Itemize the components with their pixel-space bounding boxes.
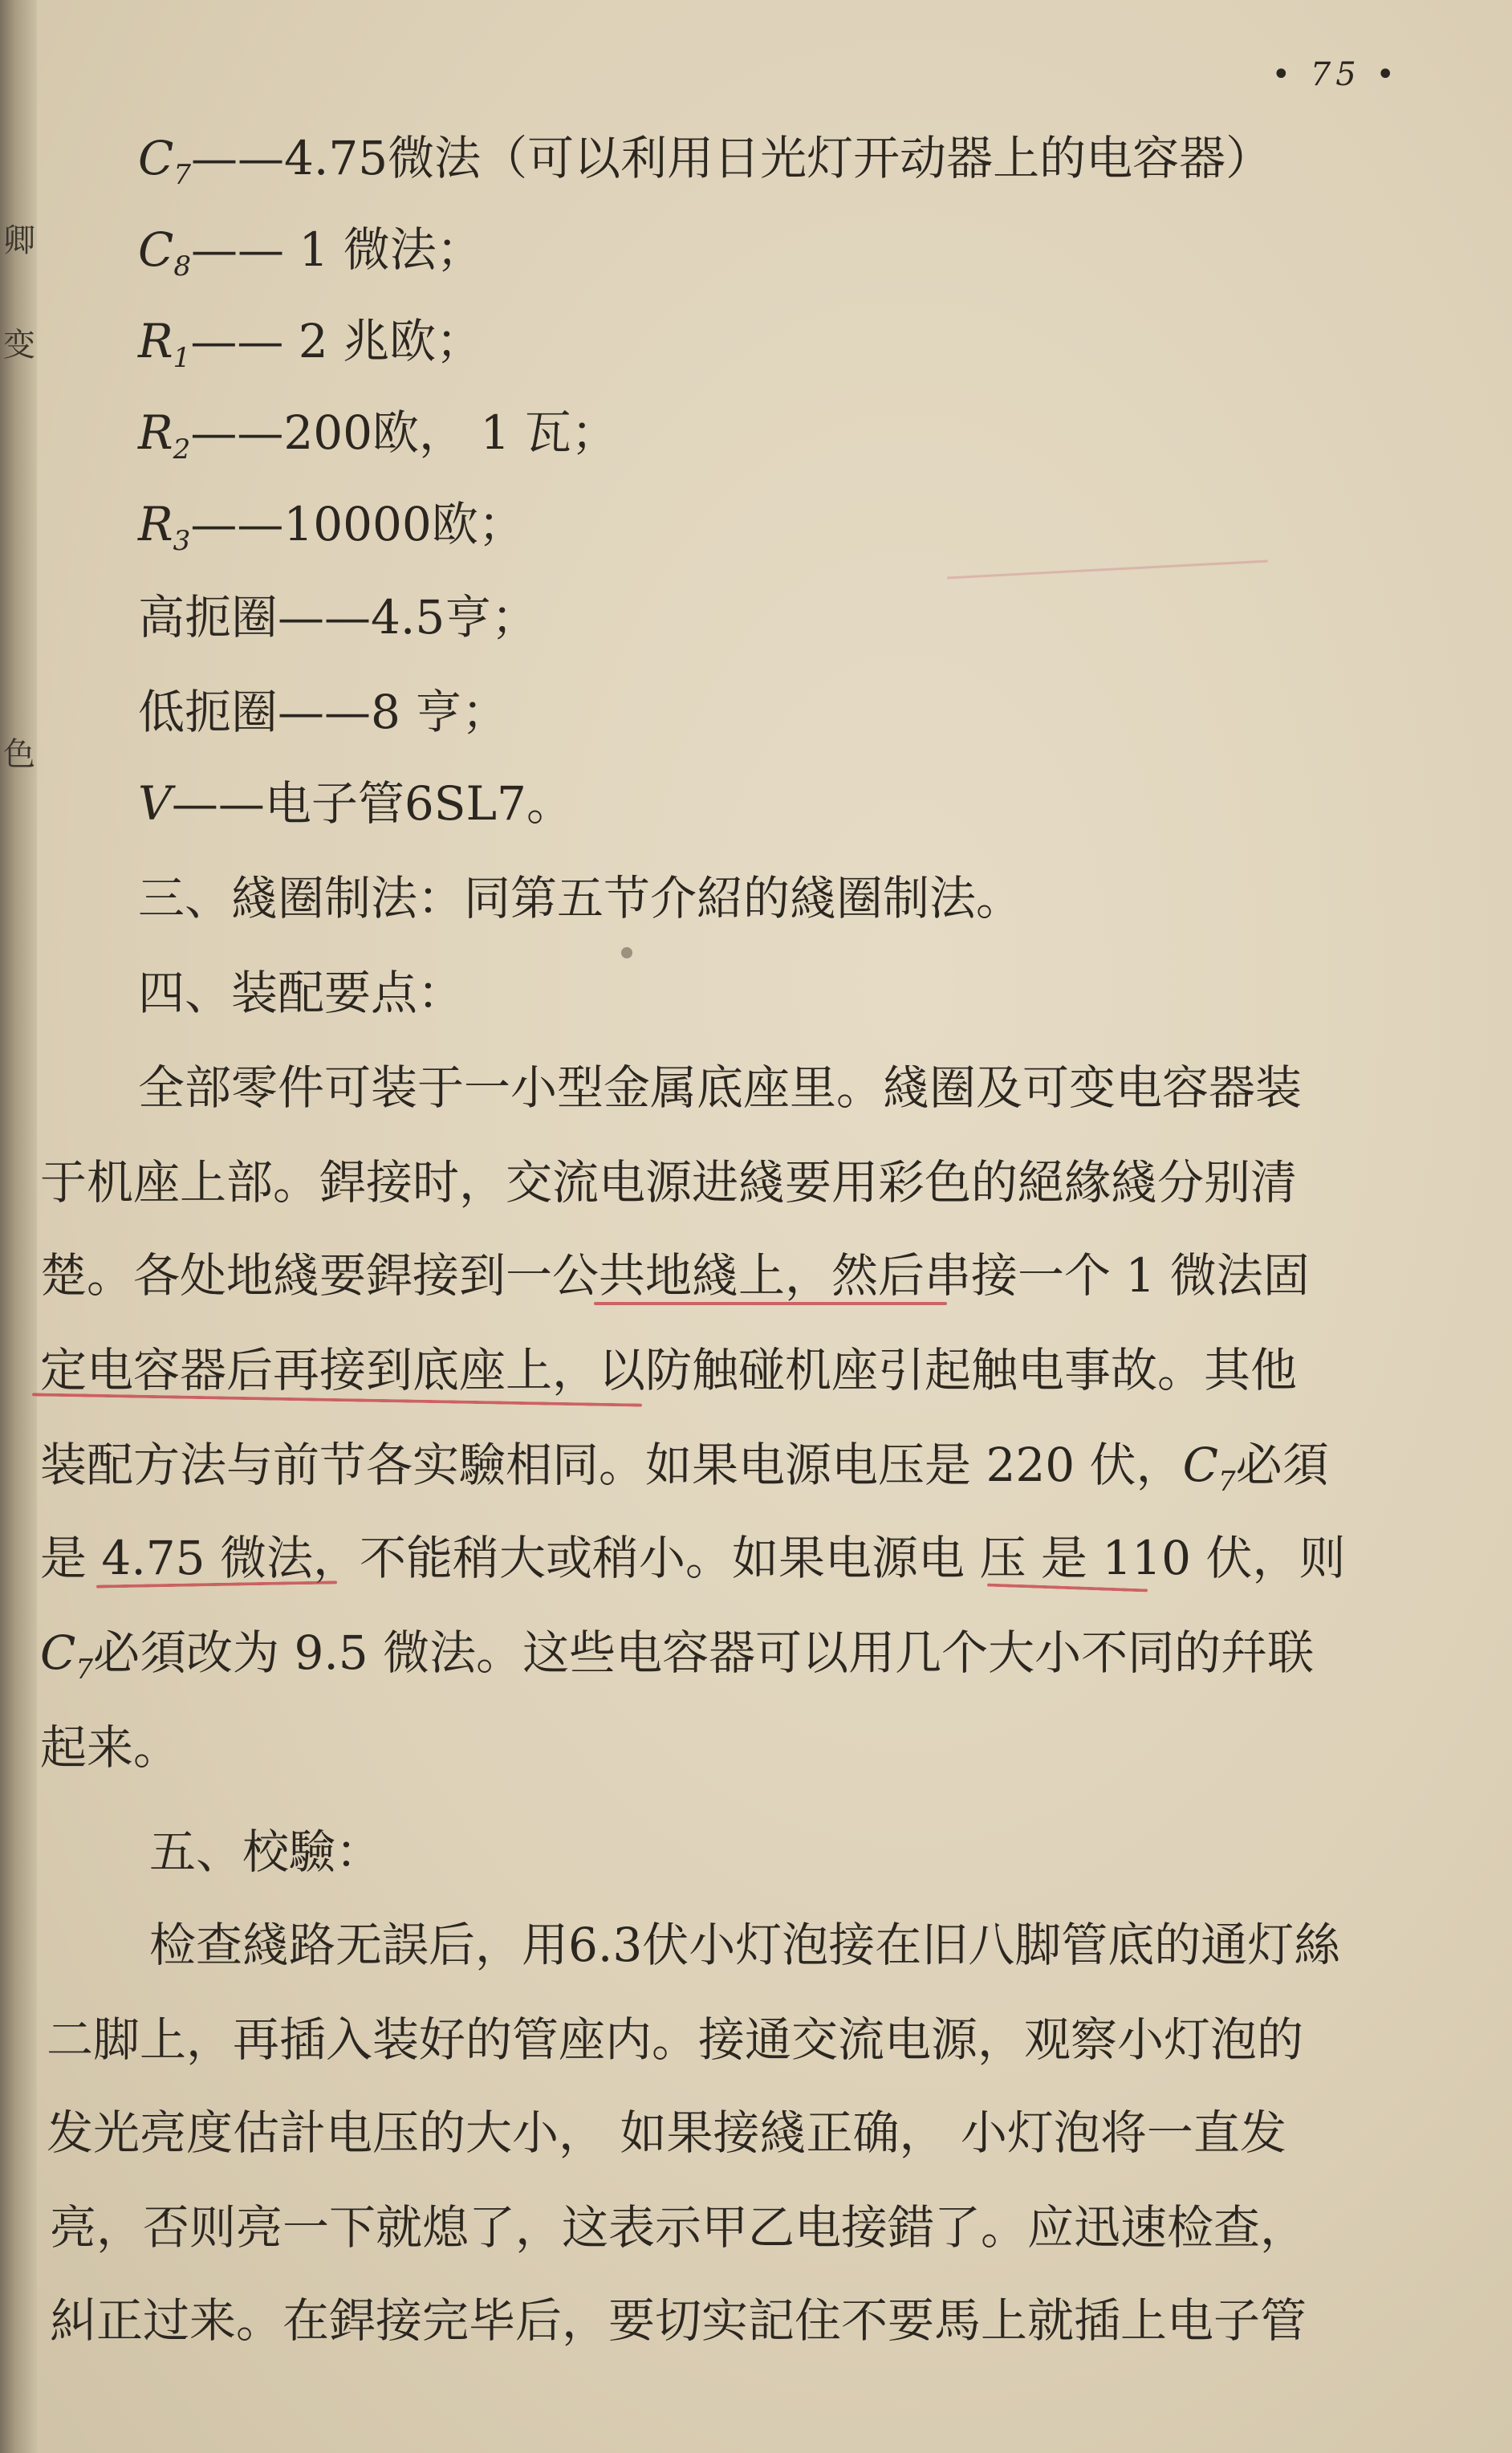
paragraph-text: 装配方法与前节各实驗相同。如果电源电压是 220 伏， — [40, 1438, 1183, 1492]
paragraph-line: 于机座上部。銲接时，交流电源进綫要用彩色的絕緣綫分别清 — [40, 1155, 1298, 1210]
component-value: 低扼圈——8 亨； — [138, 685, 509, 739]
component-subscript: 1 — [173, 342, 191, 374]
paragraph-text: 必須改为 9.5 微法。这些电容器可以用几个大小不同的幷联 — [93, 1625, 1315, 1680]
component-value: ——电子管6SL7。 — [171, 776, 573, 831]
component-r2 — [138, 405, 618, 466]
component-symbol: C — [1182, 1438, 1218, 1492]
component-symbol: R — [138, 314, 173, 368]
component-value: ——4.75微法（可以利用日光灯开动器上的电容器） — [191, 131, 1273, 185]
section-4-heading: 四、装配要点： — [138, 966, 465, 1020]
paragraph-text: 必須 — [1235, 1438, 1329, 1492]
component-subscript: 7 — [173, 159, 192, 191]
paragraph-line: 二脚上，再插入装好的管座内。接通交流电源，观察小灯泡的 — [47, 2012, 1304, 2067]
component-value: —— 2 兆欧； — [190, 314, 483, 368]
component-subscript: 8 — [173, 250, 192, 283]
component-symbol: C — [40, 1625, 76, 1680]
paragraph-line: 全部零件可装于一小型金属底座里。綫圈及可变电容器装 — [138, 1060, 1303, 1115]
component-subscript: 2 — [173, 433, 191, 466]
paragraph-line: 发光亮度估計电压的大小， 如果接綫正确， 小灯泡将一直发 — [47, 2105, 1286, 2160]
component-high-choke — [138, 590, 539, 645]
component-value: ——200欧， 1 瓦； — [190, 405, 618, 460]
component-r3 — [138, 497, 525, 557]
component-c8 — [138, 222, 483, 283]
pen-underline — [594, 1302, 947, 1305]
component-subscript: 7 — [75, 1654, 94, 1686]
component-symbol: C — [138, 222, 174, 277]
page-number: • 75 • — [1271, 56, 1400, 93]
paragraph-line: 是 4.75 微法，不能稍大或稍小。如果电源电 压 是 110 伏，则 — [40, 1531, 1346, 1585]
component-low-choke — [138, 685, 509, 739]
gutter-char: 色 — [3, 736, 35, 773]
component-symbol: V — [138, 776, 172, 831]
gutter-char: 卿 — [3, 222, 35, 259]
component-subscript: 3 — [173, 525, 191, 557]
paragraph-line: 起来。 — [40, 1720, 181, 1775]
paragraph-line: 亮，否则亮一下就熄了，这表示甲乙电接錯了。应迅速检查， — [50, 2200, 1307, 2255]
component-symbol: R — [138, 405, 173, 460]
component-r1 — [138, 314, 483, 374]
component-tube — [138, 776, 573, 831]
paragraph-line: 定电容器后再接到底座上，以防触碰机座引起触电事故。其他 — [40, 1343, 1298, 1397]
paragraph-line — [40, 1625, 1315, 1686]
component-symbol: C — [138, 131, 174, 185]
component-subscript: 7 — [1217, 1466, 1236, 1498]
component-value: —— 1 微法； — [191, 222, 483, 277]
component-c7 — [138, 131, 1273, 191]
paragraph-line — [40, 1438, 1329, 1498]
gutter-char: 变 — [3, 327, 35, 364]
book-gutter — [0, 0, 37, 2453]
ink-speck — [621, 947, 632, 958]
faint-pen-mark — [947, 560, 1268, 580]
section-3-coil-winding: 三、綫圈制法：同第五节介紹的綫圈制法。 — [138, 871, 1023, 925]
component-value: 高扼圈——4.5亨； — [138, 590, 539, 645]
component-symbol: R — [138, 497, 173, 551]
paragraph-line: 检查綫路无誤后，用6.3伏小灯泡接在旧八脚管底的通灯絲 — [149, 1918, 1341, 1972]
paragraph-line: 糾正过来。在銲接完毕后，要切实記住不要馬上就插上电子管 — [50, 2293, 1307, 2348]
section-5-heading: 五、校驗： — [149, 1824, 383, 1879]
paragraph-line: 楚。各处地綫要銲接到一公共地綫上，然后串接一个 1 微法固 — [40, 1248, 1310, 1303]
component-value: ——10000欧； — [190, 497, 525, 551]
